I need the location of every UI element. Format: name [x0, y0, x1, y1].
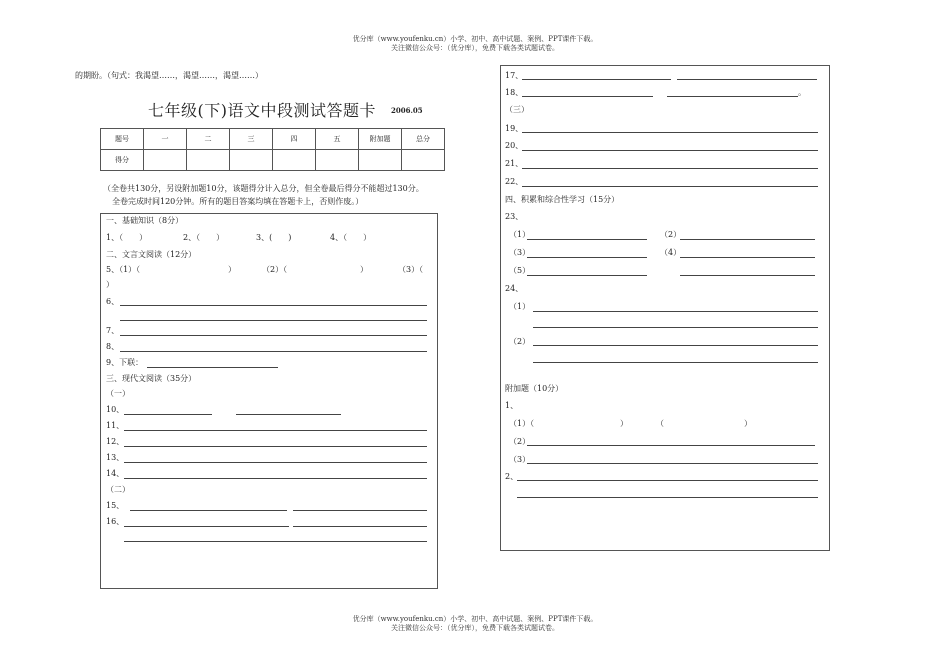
score-header-cell: 一 — [144, 129, 187, 150]
q3-label: 3、( ) — [256, 233, 292, 242]
q18-end-mark: 。 — [798, 88, 806, 97]
notice-line2: 全卷完成时间120分钟。所有的题目答案均填在答题卡上，否则作废。） — [112, 197, 364, 206]
q24-2-answer-line[interactable] — [533, 345, 818, 346]
q13-answer-line[interactable] — [124, 462, 427, 463]
right-answer-box — [500, 65, 830, 551]
score-header-row — [101, 129, 445, 150]
score-header-cell: 五 — [316, 129, 359, 150]
q23-3-label: （3） — [509, 248, 531, 257]
q17-answer-line[interactable] — [677, 79, 817, 80]
q16-answer-line[interactable] — [293, 526, 427, 527]
q21-label: 21、 — [505, 159, 524, 168]
page-title: 七年级(下)语文中段测试答题卡 — [148, 101, 376, 120]
q23-6-answer-line[interactable] — [680, 275, 815, 276]
q23-1-answer-line[interactable] — [527, 239, 647, 240]
q18-answer-line[interactable] — [667, 96, 798, 97]
top-fragment: 的期盼。（句式：我渴望……，渴望……，渴望……） — [75, 71, 263, 80]
q18-label: 18、 — [505, 88, 524, 97]
section-4-heading: 四、积累和综合性学习（15分） — [505, 195, 620, 204]
part-2-label: （二） — [106, 485, 130, 494]
q5-3-label: （3）（ — [398, 265, 424, 274]
q23-5-label: （5） — [509, 266, 531, 275]
q5-1-close: ） — [228, 265, 236, 274]
part-1-label: （一） — [106, 389, 130, 398]
score-header-cell: 题号 — [101, 129, 144, 150]
section-2-heading: 二、文言文阅读（12分） — [106, 250, 197, 259]
q11-label: 11、 — [106, 421, 125, 430]
q12-answer-line[interactable] — [124, 446, 427, 447]
bonus-heading: 附加题（10分） — [505, 384, 564, 393]
q23-1-label: （1） — [509, 230, 531, 239]
q23-label: 23、 — [505, 212, 524, 221]
q9-answer-line[interactable] — [147, 367, 278, 368]
score-table — [100, 128, 445, 171]
q2-label: 2、（ ） — [183, 233, 225, 242]
section-3-heading: 三、现代文阅读（35分） — [106, 374, 197, 383]
notice-line1: （全卷共130分，另设附加题10分，该题得分计入总分，但全卷最后得分不能超过130分。 — [103, 184, 424, 193]
q15-answer-line[interactable] — [130, 510, 287, 511]
bonus-q1-label: 1、 — [505, 401, 519, 410]
q24-1-label: （1） — [509, 302, 531, 311]
q23-4-answer-line[interactable] — [680, 257, 815, 258]
score-row-label: 得分 — [101, 150, 144, 171]
q17-answer-line[interactable] — [522, 79, 671, 80]
q6-label: 6、 — [106, 297, 120, 306]
q8-label: 8、 — [106, 342, 120, 351]
q9-label: 9、下联： — [106, 358, 144, 367]
bonus-q1-3-answer-line[interactable] — [527, 463, 818, 464]
bonus-q1-1-close: ） — [620, 419, 628, 428]
part-3-label: （三） — [505, 105, 529, 114]
score-header-cell: 四 — [273, 129, 316, 150]
q24-label: 24、 — [505, 284, 524, 293]
q4-label: 4、（ ） — [330, 233, 372, 242]
q6-answer-line[interactable] — [120, 320, 427, 321]
q5-2-label: （2）（ — [262, 265, 288, 274]
q23-4-label: （4） — [660, 248, 682, 257]
q6-answer-line[interactable] — [120, 305, 427, 306]
q5-1-label: 5、（1）（ — [106, 265, 141, 274]
score-header-cell: 二 — [187, 129, 230, 150]
score-cell[interactable] — [402, 150, 445, 171]
footer-watermark-line2: 关注微信公众号：（优分库），免费下载各类试题试卷。 — [391, 624, 559, 632]
bonus-q2-answer-line[interactable] — [517, 480, 818, 481]
q23-5-answer-line[interactable] — [527, 275, 647, 276]
q23-2-answer-line[interactable] — [680, 239, 815, 240]
q22-answer-line[interactable] — [522, 186, 818, 187]
bonus-q1-1b-open: （ — [656, 419, 664, 428]
q19-label: 19、 — [505, 124, 524, 133]
bonus-q2-answer-line[interactable] — [517, 497, 818, 498]
q23-3-answer-line[interactable] — [527, 257, 647, 258]
score-cell[interactable] — [144, 150, 187, 171]
header-watermark-line1: 优分库（www.youfenku.cn）小学、初中、高中试题、案例、PPT课件下载。 — [352, 35, 598, 43]
q24-2-answer-line[interactable] — [533, 362, 818, 363]
bonus-q1-2-answer-line[interactable] — [527, 445, 815, 446]
q16-answer-line[interactable] — [124, 526, 289, 527]
q5-2-close: ） — [360, 265, 368, 274]
score-header-cell: 三 — [230, 129, 273, 150]
q12-label: 12、 — [106, 437, 125, 446]
q7-label: 7、 — [106, 326, 120, 335]
q24-2-label: （2） — [509, 337, 531, 346]
q20-label: 20、 — [505, 141, 524, 150]
bonus-q2-label: 2、 — [505, 472, 519, 481]
score-value-row — [101, 150, 445, 171]
q16-answer-line[interactable] — [124, 541, 427, 542]
bonus-q1-3-label: （3） — [509, 455, 531, 464]
score-cell[interactable] — [273, 150, 316, 171]
bonus-q1-1b-close: ） — [744, 419, 752, 428]
score-cell[interactable] — [359, 150, 402, 171]
q11-answer-line[interactable] — [124, 430, 427, 431]
q19-answer-line[interactable] — [522, 132, 818, 133]
q24-1-answer-line[interactable] — [533, 327, 818, 328]
q10-answer-line[interactable] — [124, 414, 212, 415]
title-date: 2006.05 — [391, 106, 423, 115]
q10-label: 10、 — [106, 405, 125, 414]
q5-3-close: ） — [106, 280, 114, 289]
q21-answer-line[interactable] — [522, 168, 818, 169]
score-header-cell: 总分 — [402, 129, 445, 150]
score-header-cell: 附加题 — [359, 129, 402, 150]
q1-label: 1、（ ） — [106, 233, 148, 242]
score-cell[interactable] — [230, 150, 273, 171]
q10-answer-line[interactable] — [236, 414, 341, 415]
bonus-q1-1-label: （1）（ — [509, 419, 535, 428]
q17-label: 17、 — [505, 71, 524, 80]
bonus-q1-2-label: （2） — [509, 437, 531, 446]
footer-watermark-line1: 优分库（www.youfenku.cn）小学、初中、高中试题、案例、PPT课件下载。 — [352, 615, 598, 623]
score-cell[interactable] — [316, 150, 359, 171]
q14-label: 14、 — [106, 469, 125, 478]
section-1-heading: 一、基础知识（8分） — [106, 216, 184, 225]
q15-answer-line[interactable] — [293, 510, 427, 511]
q16-label: 16、 — [106, 517, 125, 526]
q22-label: 22、 — [505, 177, 524, 186]
q8-answer-line[interactable] — [120, 351, 427, 352]
q15-label: 15、 — [106, 501, 125, 510]
q24-1-answer-line[interactable] — [533, 311, 818, 312]
q23-2-label: （2） — [660, 230, 682, 239]
q20-answer-line[interactable] — [522, 150, 818, 151]
header-watermark-line2: 关注微信公众号：（优分库），免费下载各类试题试卷。 — [391, 44, 559, 52]
q18-answer-line[interactable] — [522, 96, 653, 97]
q13-label: 13、 — [106, 453, 125, 462]
score-cell[interactable] — [187, 150, 230, 171]
q14-answer-line[interactable] — [124, 478, 427, 479]
q7-answer-line[interactable] — [120, 335, 427, 336]
